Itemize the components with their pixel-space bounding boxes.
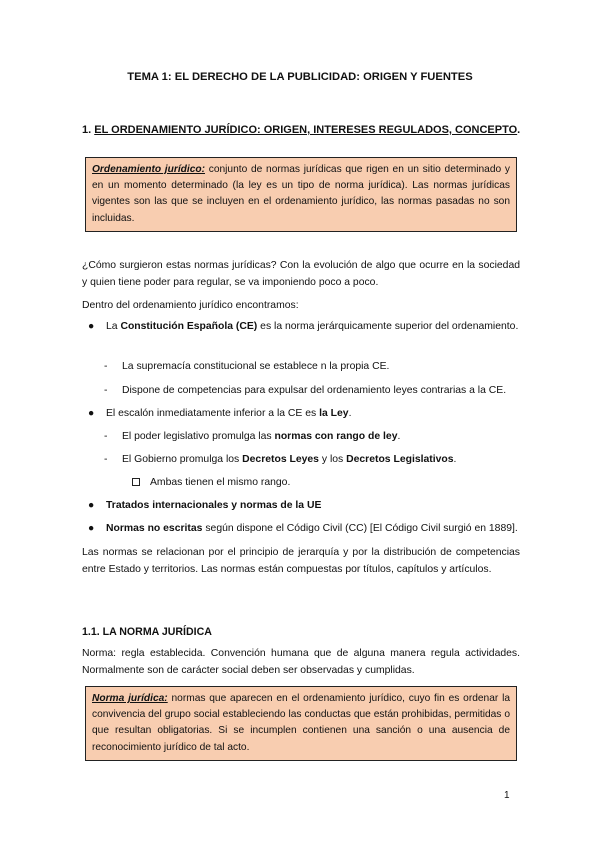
definition-text: conjunto de normas jurídicas que rigen en un sitio determinado y en un momento determinado (la ley es un tipo de norma jurídica). Las normas jurídicas vigentes son las que se incluyen en el ordenamiento jurídico, las normas pasadas no son incluidas.: [92, 164, 510, 224]
item-bold: la Ley: [319, 408, 349, 419]
paragraph-intro-list: Dentro del ordenamiento jurídico encontramos:: [82, 300, 299, 311]
sub-list-item: [104, 359, 520, 376]
paragraph-hierarchy: Las normas se relacionan por el principio de jerarquía y por la distribución de competencias entre Estado y territorios. Las normas están compuestas por títulos, capítulos y artículos.: [82, 547, 520, 575]
sub-list-item: [104, 452, 520, 469]
list-item: [82, 521, 520, 538]
dash-icon: -: [104, 431, 108, 442]
list-item: [82, 319, 520, 353]
bullet-icon: ●: [88, 408, 95, 419]
item-text: y los: [318, 454, 347, 465]
list-item: [82, 406, 520, 423]
section-number: 1.: [82, 124, 95, 136]
item-text: El escalón inmediatamente inferior a la CE es: [106, 408, 320, 419]
dash-icon: -: [104, 454, 108, 465]
bullet-icon: ●: [88, 321, 95, 332]
item-text: .: [348, 408, 352, 419]
item-bold: normas con rango de ley: [274, 431, 398, 442]
dash-icon: -: [104, 385, 108, 396]
item-text: .: [397, 431, 401, 442]
item-bold: Normas no escritas: [106, 523, 203, 534]
item-text: El poder legislativo promulga las: [122, 431, 275, 442]
sub-list-item: [104, 383, 520, 400]
item-bold: Decretos Leyes: [242, 454, 319, 465]
paragraph-norma: Norma: regla establecida. Convención humana que de alguna manera regula actividades. Normalmente son de carácter social deben ser observadas y cumplidas.: [82, 648, 520, 676]
definition-term: Norma jurídica:: [92, 693, 168, 704]
definition-box-norma-juridica: [85, 686, 517, 761]
section-title: EL ORDENAMIENTO JURÍDICO: ORIGEN, INTERESES REGULADOS, CONCEPTO: [94, 124, 518, 136]
page-title: TEMA 1: EL DERECHO DE LA PUBLICIDAD: ORIGEN Y FUENTES: [127, 71, 473, 83]
sub-list-item: [104, 429, 520, 446]
definition-box-ordenamiento: [85, 157, 517, 232]
subsection-heading: 1.1. LA NORMA JURÍDICA: [82, 626, 212, 638]
item-text: Ambas tienen el mismo rango.: [150, 477, 291, 488]
item-text: según dispone el Código Civil (CC) [El Código Civil surgió en 1889].: [202, 523, 518, 534]
list-item: [82, 498, 520, 515]
page-number: 1: [504, 790, 510, 801]
square-bullet-icon: [132, 478, 140, 486]
item-text: Dispone de competencias para expulsar del ordenamiento leyes contrarias a la CE.: [122, 385, 507, 396]
definition-text: normas que aparecen en el ordenamiento jurídico, cuyo fin es ordenar la convivencia del grupo social estableciendo las conductas que están prohibidas, permitidas o que resultan obligatorias. Si se incumplen contienen una sanción o una ausencia de reconocimiento jurídico de tal acto.: [92, 693, 510, 753]
item-bold: Constitución Española (CE): [120, 321, 258, 332]
section-period: .: [517, 124, 521, 136]
dash-icon: -: [104, 361, 108, 372]
item-bold: Decretos Legislativos: [346, 454, 454, 465]
item-text: El Gobierno promulga los: [122, 454, 243, 465]
section-heading: [82, 124, 520, 136]
item-text: .: [453, 454, 457, 465]
item-text: es la norma jerárquicamente superior del ordenamiento.: [257, 321, 519, 332]
definition-term: Ordenamiento jurídico:: [92, 164, 205, 175]
bullet-icon: ●: [88, 523, 95, 534]
bullet-icon: ●: [88, 500, 95, 511]
item-text: La supremacía constitucional se establece n la propia CE.: [122, 361, 390, 372]
paragraph-origin: ¿Cómo surgieron estas normas jurídicas? Con la evolución de algo que ocurre en la sociedad y quien tiene poder para regular, se va imponiendo poco a poco.: [82, 260, 520, 288]
item-text: La: [106, 321, 121, 332]
nested-list-item: [132, 475, 290, 492]
item-bold: Tratados internacionales y normas de la UE: [106, 500, 322, 511]
